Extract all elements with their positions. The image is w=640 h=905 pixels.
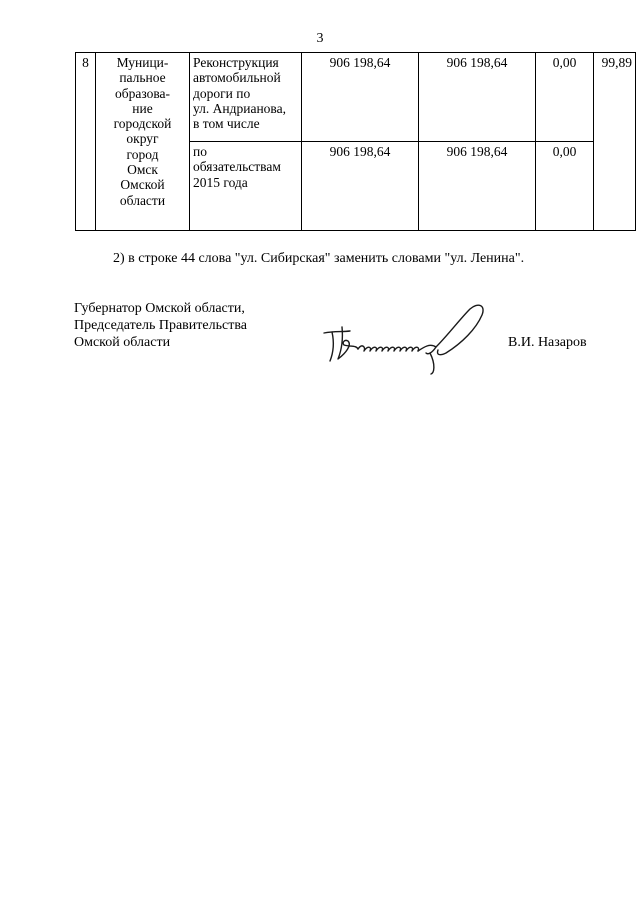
- amendment-text: 2) в строке 44 слова "ул. Сибирская" заменить словами "ул. Ленина".: [113, 251, 525, 266]
- municipality-line: ние: [132, 100, 153, 116]
- table-row: [76, 53, 636, 142]
- object-name-line: Реконструкция: [193, 55, 279, 70]
- signer-title-line: Губернатор Омской области,: [74, 301, 245, 316]
- object-name-line: ул. Андрианова,: [193, 100, 286, 116]
- signer-title-line: Председатель Правительства: [74, 318, 247, 333]
- municipality-line: округ: [126, 131, 159, 147]
- percent-total-cell: 99,89: [594, 53, 636, 231]
- municipality-line: Муници-: [116, 55, 169, 70]
- municipality-line: Омск: [127, 162, 158, 178]
- municipality-line: пальное: [119, 70, 166, 86]
- object-name-cell: [190, 53, 302, 142]
- object-name-line: дороги по: [193, 85, 251, 101]
- amount-cell: 906 198,64: [302, 53, 419, 142]
- handwritten-signature: [318, 295, 493, 375]
- municipality-line: Омской: [120, 177, 165, 193]
- budget-table: [75, 52, 636, 231]
- object-name-line: автомобильной: [193, 70, 281, 86]
- object-name-line: обязательствам: [193, 159, 281, 175]
- object-name-cell: [190, 142, 302, 231]
- signer-title: [74, 300, 247, 351]
- page-number: 3: [316, 31, 324, 46]
- signer-title-line: Омской области: [74, 335, 171, 350]
- amount-cell: 906 198,64: [302, 142, 419, 231]
- amount-cell: 906 198,64: [419, 53, 536, 142]
- municipality-line: город: [126, 146, 159, 162]
- municipality-line: городской: [113, 116, 172, 132]
- object-name-line: по: [193, 144, 207, 159]
- municipality-line: области: [119, 192, 166, 208]
- amount-cell: 906 198,64: [419, 142, 536, 231]
- percent-cell: 0,00: [536, 53, 594, 142]
- row-number-cell: 8: [76, 53, 96, 231]
- signer-name: В.И. Назаров: [508, 335, 587, 350]
- object-name-line: 2015 года: [193, 174, 248, 190]
- municipality-line: образова-: [114, 85, 171, 101]
- object-name-line: в том числе: [193, 116, 260, 132]
- percent-cell: 0,00: [536, 142, 594, 231]
- municipality-cell: [96, 53, 190, 231]
